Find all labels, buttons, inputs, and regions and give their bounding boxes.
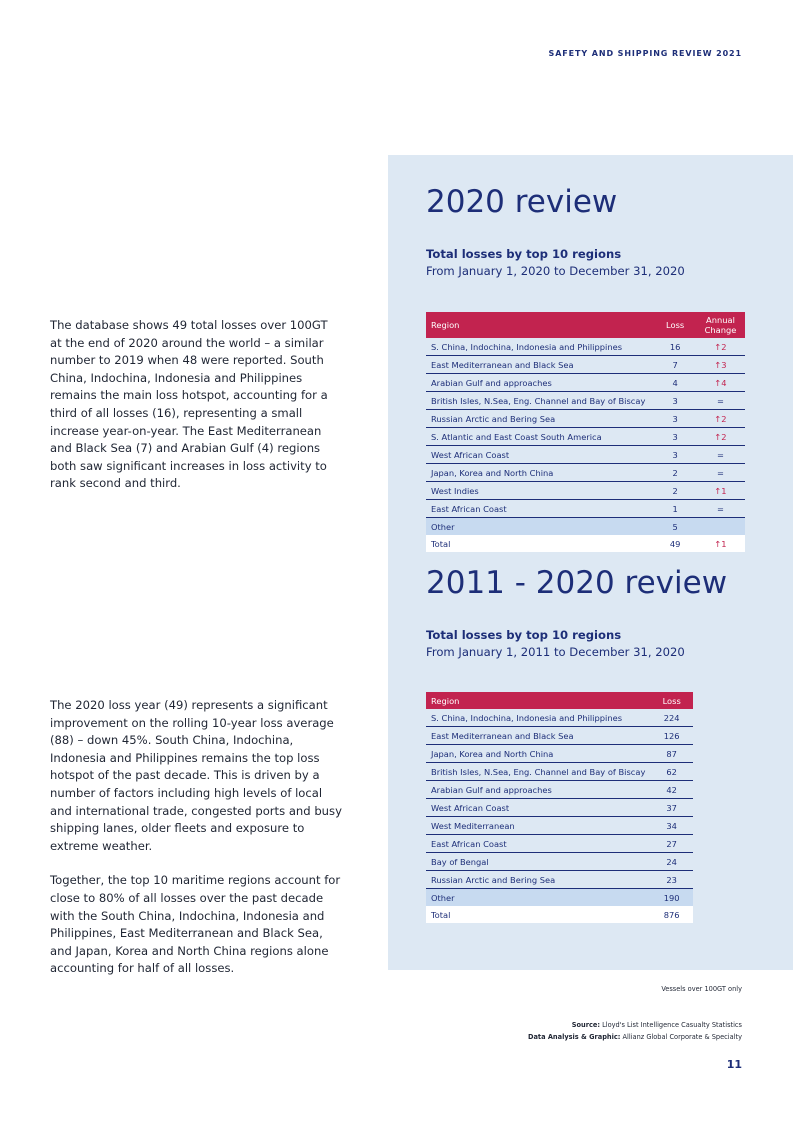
table-row <box>426 500 745 518</box>
review-2020-title: 2020 review <box>426 184 618 220</box>
cell-loss: 190 <box>650 889 693 907</box>
review-2020-subtitle-block <box>426 246 685 280</box>
review-2020-daterange: From January 1, 2020 to December 31, 2020 <box>426 264 685 278</box>
cell-region: Total <box>426 906 650 923</box>
table-row <box>426 709 693 727</box>
cell-region: Arabian Gulf and approaches <box>426 781 650 799</box>
intro-paragraph <box>50 317 342 510</box>
table-header-row <box>426 692 693 709</box>
cell-region: Japan, Korea and North China <box>426 464 654 482</box>
source-credits <box>528 1019 742 1043</box>
cell-region: British Isles, N.Sea, Eng. Channel and Bay of Biscay <box>426 392 654 410</box>
table-row <box>426 338 745 356</box>
review-2020-table <box>426 312 745 552</box>
cell-loss: 87 <box>650 745 693 763</box>
page-number: 11 <box>726 1058 742 1071</box>
table-row <box>426 727 693 745</box>
cell-region: East African Coast <box>426 500 654 518</box>
cell-region: Total <box>426 535 654 552</box>
review-decade-title: 2011 - 2020 review <box>426 565 728 601</box>
cell-loss: 3 <box>654 410 696 428</box>
column-header-loss: Loss <box>650 692 693 709</box>
cell-region: Bay of Bengal <box>426 853 650 871</box>
cell-region: West Indies <box>426 482 654 500</box>
table-row <box>426 410 745 428</box>
other-row <box>426 518 745 536</box>
cell-change: = <box>696 446 745 464</box>
source-label: Source: <box>571 1021 600 1029</box>
table-row <box>426 835 693 853</box>
table-row <box>426 428 745 446</box>
cell-region: West African Coast <box>426 799 650 817</box>
table-row <box>426 871 693 889</box>
cell-region: East African Coast <box>426 835 650 853</box>
cell-loss: 876 <box>650 906 693 923</box>
review-decade-table <box>426 692 693 923</box>
cell-loss: 16 <box>654 338 696 356</box>
decade-paragraphs <box>50 697 342 995</box>
cell-region: British Isles, N.Sea, Eng. Channel and Bay of Biscay <box>426 763 650 781</box>
cell-change: ↑1 <box>696 482 745 500</box>
cell-change: ↑2 <box>696 410 745 428</box>
cell-loss: 3 <box>654 446 696 464</box>
analysis-line <box>528 1031 742 1043</box>
cell-loss: 62 <box>650 763 693 781</box>
cell-region: Russian Arctic and Bering Sea <box>426 871 650 889</box>
review-2020-subtitle: Total losses by top 10 regions <box>426 247 622 261</box>
table-row <box>426 817 693 835</box>
table-header-row <box>426 312 745 338</box>
cell-loss: 5 <box>654 518 696 536</box>
other-row <box>426 889 693 907</box>
cell-change <box>696 518 745 536</box>
cell-loss: 224 <box>650 709 693 727</box>
column-header-loss: Loss <box>654 312 696 338</box>
column-header-region: Region <box>426 312 654 338</box>
cell-region: Arabian Gulf and approaches <box>426 374 654 392</box>
cell-loss: 24 <box>650 853 693 871</box>
cell-change: ↑4 <box>696 374 745 392</box>
cell-change: ↑1 <box>696 535 745 552</box>
table-row <box>426 745 693 763</box>
table-row <box>426 799 693 817</box>
table-row <box>426 392 745 410</box>
table-row <box>426 446 745 464</box>
cell-loss: 23 <box>650 871 693 889</box>
cell-loss: 2 <box>654 464 696 482</box>
cell-loss: 42 <box>650 781 693 799</box>
table-row <box>426 781 693 799</box>
cell-loss: 37 <box>650 799 693 817</box>
review-decade-subtitle: Total losses by top 10 regions <box>426 628 622 642</box>
cell-loss: 49 <box>654 535 696 552</box>
table-row <box>426 464 745 482</box>
paragraph-1: The database shows 49 total losses over 100GT at the end of 2020 around the world – a similar number to 2019 when 48 were reported. South China, Indochina, Indonesia and Philippines remains the main loss hotspot, accounting for a third of all losses (16), representing a small increase year-on-year. The East Mediterranean and Black Sea (7) and Arabian Gulf (4) regions both saw significant increases in loss activity to rank second and third. <box>50 318 328 491</box>
cell-change: = <box>696 500 745 518</box>
paragraph-3: Together, the top 10 maritime regions account for close to 80% of all losses over the past decade with the South China, Indochina, Indonesia and Philippines, East Mediterranean and Black Sea, and Japan, Korea and North China regions alone accounting for half of all losses. <box>50 873 341 976</box>
cell-region: S. Atlantic and East Coast South America <box>426 428 654 446</box>
cell-loss: 3 <box>654 392 696 410</box>
cell-change: ↑3 <box>696 356 745 374</box>
cell-loss: 126 <box>650 727 693 745</box>
cell-change: = <box>696 392 745 410</box>
cell-loss: 34 <box>650 817 693 835</box>
table-row <box>426 374 745 392</box>
paragraph-2: The 2020 loss year (49) represents a significant improvement on the rolling 10-year loss average (88) – down 45%. South China, Indochina, Indonesia and Philippines remains the top loss hotspot of the past decade. This is driven by a number of factors including high levels of local and international trade, congested ports and busy shipping lanes, older fleets and exposure to extreme weather. <box>50 698 342 853</box>
table-row <box>426 853 693 871</box>
cell-loss: 2 <box>654 482 696 500</box>
cell-region: S. China, Indochina, Indonesia and Philippines <box>426 709 650 727</box>
vessel-note: Vessels over 100GT only <box>661 985 742 993</box>
cell-loss: 4 <box>654 374 696 392</box>
cell-change: = <box>696 464 745 482</box>
cell-loss: 7 <box>654 356 696 374</box>
cell-region: Other <box>426 889 650 907</box>
cell-change: ↑2 <box>696 428 745 446</box>
cell-region: Other <box>426 518 654 536</box>
column-header-region: Region <box>426 692 650 709</box>
source-value: Lloyd's List Intelligence Casualty Statistics <box>602 1021 742 1029</box>
cell-region: East Mediterranean and Black Sea <box>426 356 654 374</box>
cell-loss: 1 <box>654 500 696 518</box>
total-row <box>426 906 693 923</box>
column-header-change: Annual Change <box>696 312 745 338</box>
table-row <box>426 356 745 374</box>
cell-region: East Mediterranean and Black Sea <box>426 727 650 745</box>
review-decade-subtitle-block <box>426 627 685 661</box>
cell-loss: 3 <box>654 428 696 446</box>
cell-region: West African Coast <box>426 446 654 464</box>
analysis-value: Allianz Global Corporate & Specialty <box>622 1033 742 1041</box>
analysis-label: Data Analysis & Graphic: <box>528 1033 621 1041</box>
total-row <box>426 535 745 552</box>
running-header: SAFETY AND SHIPPING REVIEW 2021 <box>548 49 742 58</box>
cell-region: West Mediterranean <box>426 817 650 835</box>
table-row <box>426 482 745 500</box>
table-row <box>426 763 693 781</box>
source-line <box>528 1019 742 1031</box>
cell-change: ↑2 <box>696 338 745 356</box>
cell-region: Japan, Korea and North China <box>426 745 650 763</box>
cell-loss: 27 <box>650 835 693 853</box>
cell-region: S. China, Indochina, Indonesia and Philippines <box>426 338 654 356</box>
review-decade-daterange: From January 1, 2011 to December 31, 2020 <box>426 645 685 659</box>
cell-region: Russian Arctic and Bering Sea <box>426 410 654 428</box>
